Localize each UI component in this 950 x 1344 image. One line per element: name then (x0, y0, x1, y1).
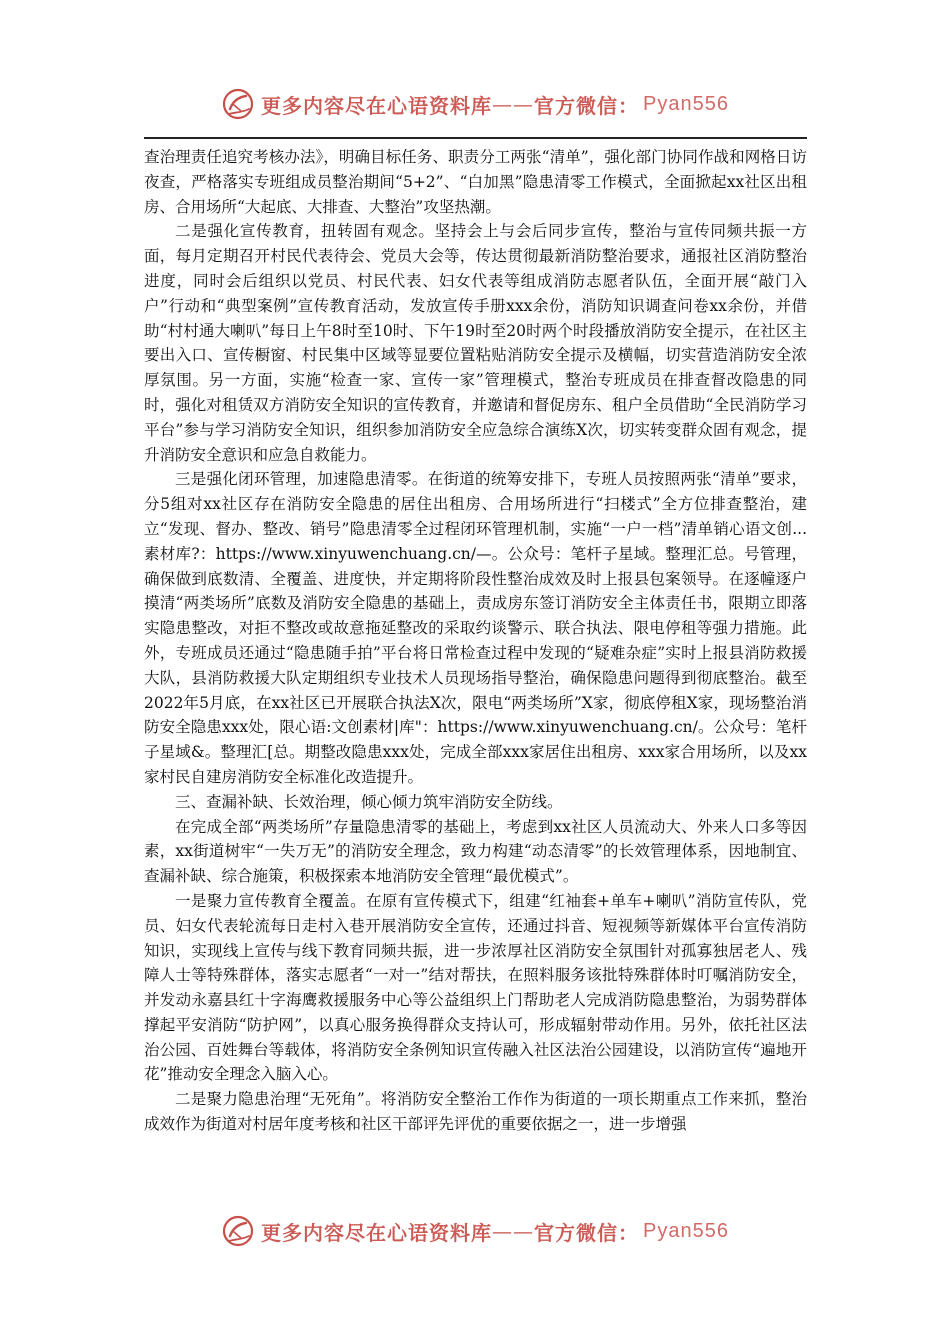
header-banner (0, 84, 950, 124)
header-wechat-id: Pyan556 (643, 92, 729, 115)
header-dash: —— (492, 92, 535, 116)
paragraph-5: 在完成全部“两类场所”存量隐患清零的基础上，考虑到xx社区人员流动大、外来人口多等因素，xx街道树牢“一失万无”的消防安全理念，致力构建“动态清零”的长效管理体系，因地制宜、查漏补缺、综合施策，积极探索本地消防安全管理“最优模式”。 (144, 817, 807, 886)
paragraph-7: 二是聚力隐患治理“无死角”。将消防安全整治工作作为街道的一项长期重点工作来抓，整治成效作为街道对村居年度考核和社区干部评先评优的重要依据之一，进一步增强 (144, 1090, 807, 1134)
signature-pen-icon (221, 1214, 255, 1248)
paragraph-3: 三是强化闭环管理，加速隐患清零。在街道的统筹安排下，专班人员按照两张“清单”要求，分5组对xx社区存在消防安全隐患的居住出租房、合用场所进行“扫楼式”全方位排查整治，建立“发现、督办、整改、销号”隐患清零全过程闭环管理机制，实施“一户一档”清单销心语文创...素材库?：https://www.xinyuwenchuang.cn/—。公众号：笔杆子星域。整理汇总。号管理，确保做到底数清、全覆盖、进度快，并定期将阶段性整治成效及时上报县包案领导。在逐幢逐户摸清“两类场所”底数及消防安全隐患的基础上，责成房东签订消防安全主体责任书，限期立即落实隐患整改，对拒不整改或故意拖延整改的采取约谈警示、联合执法、限电停租等强力措施。此外，专班成员还通过“隐患随手拍”平台将日常检查过程中发现的“疑难杂症”实时上报县消防救援大队，县消防救援大队定期组织专业技术人员现场指导整治，确保隐患问题得到彻底整治。截至2022年5月底，在xx社区已开展联合执法X次，限电“两类场所”X家，彻底停租X家，现场整治消防安全隐患xxx处，限心语:文创素材|库"：https://www.xinyuwenchuang.cn/。公众号：笔杆子星域&。整理汇[总。期整改隐患xxx处，完成全部xxx家居住出租房、xxx家合用场所，以及xx家村民自建房消防安全标准化改造提升。 (144, 470, 807, 786)
footer-wechat-id: Pyan556 (643, 1219, 729, 1242)
paragraph-2: 二是强化宣传教育，扭转固有观念。坚持会上与会后同步宣传，整治与宣传同频共振一方面，每月定期召开村民代表待会、党员大会等，传达贯彻最新消防整治要求，通报社区消防整治进度，同时会后组织以党员、村民代表、妇女代表等组成消防志愿者队伍，全面开展“敲门入户”行动和“典型案例”宣传教育活动，发放宣传手册xxx余份，消防知识调查问卷xx余份，并借助“村村通大喇叭”每日上午8时至10时、下午19时至20时两个时段播放消防安全提示，在社区主要出入口、宣传橱窗、村民集中区域等显要位置粘贴消防安全提示及横幅，切实营造消防安全浓厚氛围。另一方面，实施“检查一家、宣传一家”管理模式，整治专班成员在排查督改隐患的同时，强化对租赁双方消防安全知识的宣传教育，并邀请和督促房东、租户全员借助“全民消防学习平台”参与学习消防安全知识，组织参加消防安全应急综合演练X次，切实转变群众固有观念，提升消防安全意识和应急自救能力。 (144, 222, 807, 464)
footer-brand: 更多内容尽在心语资料库 (261, 1220, 493, 1245)
footer-label: 官方微信： (534, 1220, 640, 1245)
paragraph-1: 查治理责任追究考核办法》，明确目标任务、职责分工两张“清单”，强化部门协同作战和网格日访夜查，严格落实专班组成员整治期间“5+2”、“白加黑”隐患清零工作模式，全面掀起xx社区出租房、合用场所“大起底、大排查、大整治”攻坚热潮。 (144, 148, 807, 216)
header-rule (144, 137, 807, 139)
header-brand: 更多内容尽在心语资料库 (261, 93, 493, 118)
section-heading: 三、查漏补缺、长效治理，倾心倾力筑牢消防安全防线。 (175, 792, 563, 811)
document-body (144, 145, 807, 1137)
footer-dash: —— (492, 1219, 535, 1243)
signature-pen-icon (221, 87, 255, 121)
paragraph-6: 一是聚力宣传教育全覆盖。在原有宣传模式下，组建“红袖套+单车+喇叭”消防宣传队，党员、妇女代表轮流每日走村入巷开展消防安全宣传，还通过抖音、短视频等新媒体平台宣传消防知识，实现线上宣传与线下教育同频共振，进一步浓厚社区消防安全氛围针对孤寡独居老人、残障人士等特殊群体，落实志愿者“一对一”结对帮扶，在照料服务该批特殊群体时叮嘱消防安全，并发动永嘉县红十字海鹰救援服务中心等公益组织上门帮助老人完成消防隐患整治，为弱势群体撑起平安消防“防护网”，以真心服务换得群众支持认可，形成辐射带动作用。另外，依托社区法治公园、百姓舞台等载体，将消防安全条例知识宣传融入社区法治公园建设，以消防宣传“遍地开花”推动安全理念入脑入心。 (144, 891, 807, 1084)
header-label: 官方微信： (534, 93, 640, 118)
footer-banner (0, 1211, 950, 1251)
